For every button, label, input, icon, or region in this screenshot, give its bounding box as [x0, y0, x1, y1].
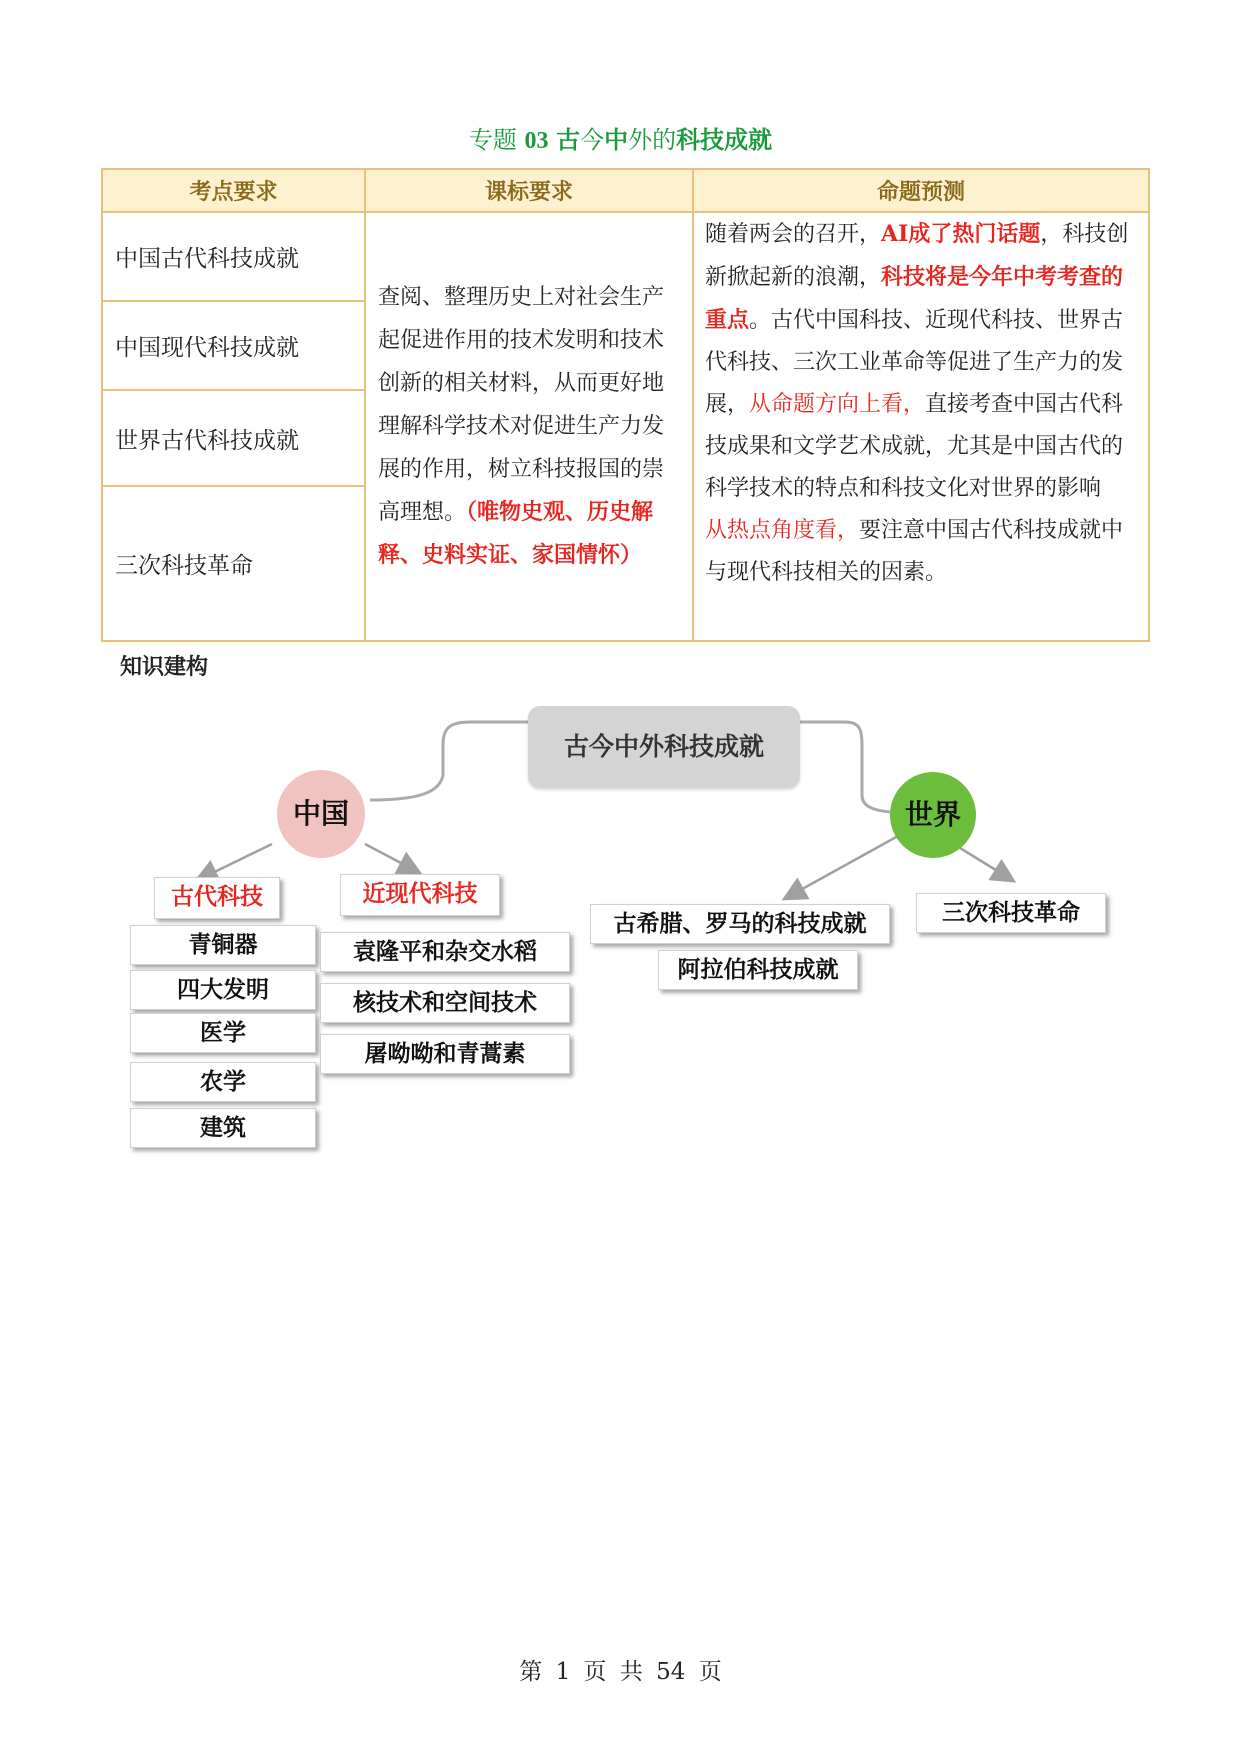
mindmap-item: 阿拉伯科技成就 [658, 950, 858, 990]
title-part: 古 [556, 126, 581, 154]
mindmap-item: 建筑 [130, 1108, 316, 1148]
mindmap-item: 三次科技革命 [916, 893, 1106, 933]
table-header-row [102, 169, 1149, 212]
footer-total-pages: 54 [656, 1659, 686, 1685]
mindmap-modern-tech: 近现代科技 [340, 874, 500, 916]
requirements-table [101, 168, 1150, 642]
knowledge-construction-label: 知识建构 [120, 655, 209, 680]
mindmap-china-node: 中国 [277, 770, 365, 858]
prediction-text: 随着两会的召开， [705, 222, 882, 247]
title-part: 科技成就 [676, 126, 773, 154]
title-part: 外的 [628, 126, 677, 154]
footer-text: 页 [583, 1659, 607, 1685]
prediction-highlight: AI成了热门话题 [881, 221, 1041, 247]
mindmap-item: 青铜器 [130, 925, 316, 965]
footer-page-number: 1 [555, 1659, 571, 1685]
curriculum-literacy: （唯物史观、历史解释、史料实证、家国情怀） [378, 499, 654, 568]
mindmap-world-node: 世界 [890, 772, 976, 858]
page-title [0, 120, 1241, 155]
prediction-text: 。古代中国科技、近现代科技、世界古代科技、三次工业革命等促进了生产力的发展， [705, 308, 1124, 417]
title-part: 今 [580, 126, 605, 154]
prediction-cell [693, 212, 1149, 641]
prediction-highlight: 从命题方向上看， [749, 392, 926, 417]
prediction-highlight: 科技将是今年中考考查的重点 [705, 264, 1124, 333]
footer-text: 共 [619, 1659, 643, 1685]
title-number: 03 [524, 128, 549, 154]
mindmap-item: 农学 [130, 1062, 316, 1102]
table-row [102, 212, 1149, 301]
mindmap-item: 四大发明 [130, 970, 316, 1010]
curriculum-text: 查阅、整理历史上对社会生产起促进作用的技术发明和技术创新的相关材料，从而更好地理解科学技术对促进生产力发展的作用，树立科技报国的崇高理想。 [378, 285, 665, 525]
curriculum-cell [365, 212, 693, 641]
mindmap-item: 屠呦呦和青蒿素 [320, 1034, 570, 1074]
mindmap-item: 医学 [130, 1013, 316, 1053]
prediction-text: 直接考查中国古代科技成果和文学艺术成就，尤其是中国古代的科学技术的特点和科技文化对世界的影响 [705, 392, 1124, 501]
prediction-highlight: 从热点角度看， [705, 518, 860, 543]
mindmap-item: 古希腊、罗马的科技成就 [590, 904, 890, 944]
row-label: 世界古代科技成就 [102, 390, 365, 486]
footer-text: 第 [519, 1659, 543, 1685]
mindmap-ancient-tech: 古代科技 [154, 877, 280, 919]
row-label: 中国现代科技成就 [102, 301, 365, 390]
title-part: 中 [604, 126, 629, 154]
header-kaodian: 考点要求 [102, 169, 365, 212]
header-mingti: 命题预测 [693, 169, 1149, 212]
mindmap-root: 古今中外科技成就 [528, 706, 800, 788]
page-footer [0, 1653, 1241, 1686]
prediction-text: ，科技创新掀起新的浪潮， [705, 222, 1129, 290]
row-label: 中国古代科技成就 [102, 212, 365, 301]
mindmap-item: 袁隆平和杂交水稻 [320, 932, 570, 972]
row-label: 三次科技革命 [102, 486, 365, 641]
footer-text: 页 [698, 1659, 722, 1685]
header-kebiao: 课标要求 [365, 169, 693, 212]
mindmap-item: 核技术和空间技术 [320, 983, 570, 1023]
prediction-text: 要注意中国古代科技成就中与现代科技相关的因素。 [705, 518, 1124, 585]
title-prefix: 专题 [468, 126, 517, 154]
